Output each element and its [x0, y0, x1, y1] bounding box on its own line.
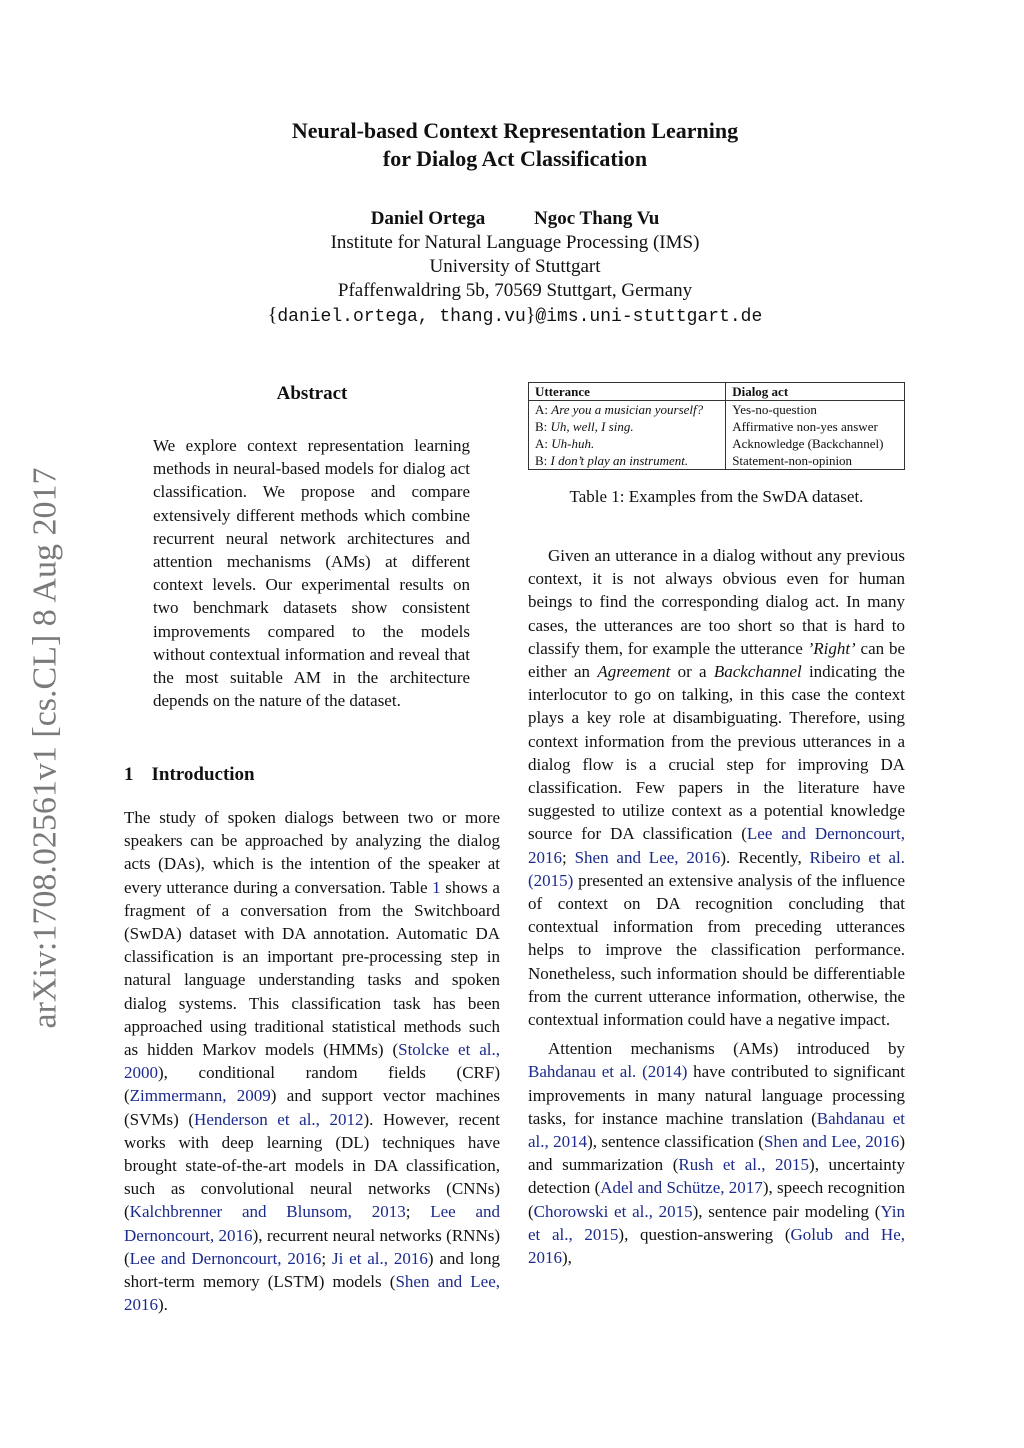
dialog-act-cell: Yes-no-question	[726, 401, 905, 419]
abstract-paragraph: We explore context representation learning methods in neural-based models for dialog act classification. We propose and compare extensively different methods which combine recurrent neural network architectures and attention mechanisms (AMs) at different context levels. Our experimental results on two benchmark datasets show consistent improvements compared to the models without contextual information and reveal that the most suitable AM in the architecture depends on the nature of the dataset.	[153, 436, 470, 711]
affiliation-2: University of Stuttgart	[429, 256, 601, 277]
introduction-body	[124, 806, 500, 1316]
text-run: ). However, recent works with deep learning (DL) techniques have brought state-of-the-art models in DA classification, such as convolutional neural networks (CNNs) (	[124, 1109, 501, 1222]
utterance-text: Are you a musician yourself?	[551, 402, 704, 417]
intro-paragraph-1	[124, 806, 500, 1316]
citation-link[interactable]: Chorowski et al., 2015	[533, 1201, 693, 1221]
title-line-2: for Dialog Act Classification	[382, 146, 648, 171]
text-run: ), recurrent neural networks (RNNs) (	[124, 1225, 500, 1268]
author-names	[200, 207, 830, 231]
title-line-1: Neural-based Context Representation Learning	[291, 118, 739, 143]
text-run: Attention mechanisms (AMs) introduced by	[548, 1039, 905, 1059]
citation-link[interactable]: Kalchbrenner and Blunsom, 2013	[129, 1202, 406, 1222]
citation-link[interactable]: Golub and He, 2016	[528, 1224, 906, 1268]
table-row	[529, 452, 905, 470]
table-reference-link[interactable]: 1	[432, 877, 441, 897]
emphasis-text: Agreement	[597, 662, 671, 682]
section-heading	[124, 764, 255, 786]
citation-link[interactable]: Ji et al., 2016	[331, 1248, 428, 1268]
text-run: ). Recently,	[720, 847, 810, 867]
citation-link[interactable]: Lee and Dernoncourt, 2016	[124, 1202, 500, 1245]
right-paragraph-2	[528, 1037, 905, 1269]
text-run: presented an extensive analysis of the influence of context on DA recognition concluding that contextual information from preceding utterances helps to improve the classification performance. Nonetheless, such information should be differentiable from the current utterance information, otherwise, the contextual information could have a negative impact.	[528, 870, 905, 1030]
utterance-text: Uh-huh.	[551, 436, 595, 451]
text-run: ;	[405, 1202, 431, 1222]
speaker-label: A:	[535, 402, 552, 417]
table-row	[529, 435, 905, 452]
dialog-act-cell: Acknowledge (Backchannel)	[726, 435, 905, 452]
text-run: have contributed to significant improvements in many natural language processing tasks, for instance machine translation (	[528, 1062, 905, 1128]
text-run: ), question-answering (	[618, 1224, 791, 1244]
text-run: ), sentence pair modeling (	[692, 1201, 881, 1221]
citation-link[interactable]: Adel and Schütze, 2017	[600, 1178, 763, 1198]
citation-link[interactable]: Zimmermann, 2009	[129, 1086, 271, 1106]
email-names: daniel.ortega, thang.vu	[277, 307, 526, 327]
swda-examples-table	[528, 382, 905, 470]
email-brace-close: }	[525, 304, 536, 326]
text-run: ) and support vector machines (SVMs) (	[124, 1086, 501, 1129]
right-paragraph-1	[528, 544, 905, 1031]
table-caption: Table 1: Examples from the SwDA dataset.	[569, 487, 864, 506]
citation-link[interactable]: Shen and Lee, 2016	[124, 1272, 500, 1315]
text-run: shows a fragment of a conversation from the Switchboard (SwDA) dataset with DA annotation. Automatic DA classification is an important pre-processing step in natural language understanding tasks and spoken dialog systems. This classification task has been approached using traditional statistical methods such as hidden Markov models (HMMs) (	[124, 877, 500, 1060]
text-run: Given an utterance in a dialog without any previous context, it is not always obvious even for human beings to find the corresponding dialog act. In many cases, the utterances are too short so that is hard to classify them, for example the utterance	[528, 546, 905, 658]
right-column-body	[528, 544, 905, 1269]
arxiv-identifier	[20, 455, 70, 1040]
speaker-label: B:	[535, 419, 551, 434]
abstract-text	[153, 434, 470, 712]
text-run: ), uncertainty detection (	[528, 1155, 905, 1198]
section-title: Introduction	[151, 764, 255, 785]
text-run: ;	[562, 847, 575, 867]
table-row	[529, 418, 905, 435]
dialog-act-cell: Affirmative non-yes answer	[726, 418, 905, 435]
emphasis-text: ’Right’	[807, 638, 856, 658]
citation-link[interactable]: Rush et al., 2015	[678, 1155, 810, 1175]
utterance-cell	[529, 435, 726, 452]
paper-title	[150, 117, 880, 173]
citation-link[interactable]: Bahdanau et al. (2014)	[528, 1062, 688, 1082]
utterance-text: I don’t play an instrument.	[550, 453, 689, 468]
section-number: 1	[124, 764, 134, 785]
text-run: ), speech recognition (	[528, 1178, 905, 1221]
citation-link[interactable]: Lee and Dernoncourt, 2016	[528, 824, 905, 867]
author-block	[200, 207, 830, 329]
text-run: indicating the interlocutor to go on talking, in this case the context plays a key role at disambiguating. Therefore, using context information from the previous utterances in a dialog flow is a crucial step for improving DA classification. Few papers in the literature have suggested to utilize context as a potential knowledge source for DA classification (	[528, 662, 905, 844]
table-header-row	[529, 383, 905, 401]
arxiv-id-text: arXiv:1708.02561v1 [cs.CL] 8 Aug 2017	[26, 467, 64, 1028]
text-run: ), conditional random fields (CRF) (	[124, 1063, 500, 1106]
citation-link[interactable]: Bahdanau et al., 2014	[528, 1108, 905, 1152]
citation-link[interactable]: Ribeiro et al. (2015)	[528, 847, 906, 890]
text-run: can be either an	[528, 638, 905, 682]
speaker-label: A:	[535, 436, 552, 451]
utterance-text: Uh, well, I sing.	[550, 419, 634, 434]
text-run: The study of spoken dialogs between two or more speakers can be approached by analyzing the dialog acts (DAs), which is the intention of the speaker at every utterance during a conversation. Table	[124, 808, 500, 897]
utterance-cell	[529, 418, 726, 435]
citation-link[interactable]: Stolcke et al., 2000	[124, 1040, 501, 1083]
citation-link[interactable]: Henderson et al., 2012	[194, 1109, 364, 1129]
speaker-label: B:	[535, 453, 551, 468]
utterance-cell	[529, 452, 726, 470]
author-name-1: Daniel Ortega	[370, 208, 486, 229]
abstract-heading: Abstract	[276, 383, 348, 404]
affiliation-1: Institute for Natural Language Processing (IMS)	[330, 232, 700, 253]
citation-link[interactable]: Shen and Lee, 2016	[574, 847, 721, 867]
author-emails	[200, 303, 830, 329]
header-utterance: Utterance	[529, 383, 726, 401]
citation-link[interactable]: Lee and Dernoncourt, 2016	[129, 1248, 322, 1268]
citation-link[interactable]: Yin et al., 2015	[528, 1201, 905, 1244]
text-run: ) and long short-term memory (LSTM) models (	[124, 1248, 500, 1292]
text-run: ;	[321, 1248, 332, 1268]
citation-link[interactable]: Shen and Lee, 2016	[763, 1132, 900, 1152]
text-run: ),	[562, 1248, 572, 1268]
text-run: ) and summarization (	[528, 1132, 905, 1175]
address: Pfaffenwaldring 5b, 70569 Stuttgart, Germany	[337, 280, 693, 301]
dialog-act-cell: Statement-non-opinion	[726, 452, 905, 470]
table-row	[529, 401, 905, 419]
utterance-cell	[529, 401, 726, 419]
text-run: ).	[158, 1295, 168, 1315]
author-name-2: Ngoc Thang Vu	[533, 208, 660, 229]
emphasis-text: Backchannel	[713, 662, 802, 682]
email-domain: @ims.uni-stuttgart.de	[535, 307, 763, 327]
email-brace-open: {	[267, 304, 278, 326]
text-run: ), sentence classification (	[587, 1132, 764, 1152]
text-run: or a	[670, 662, 714, 682]
header-dialog-act: Dialog act	[726, 383, 905, 401]
